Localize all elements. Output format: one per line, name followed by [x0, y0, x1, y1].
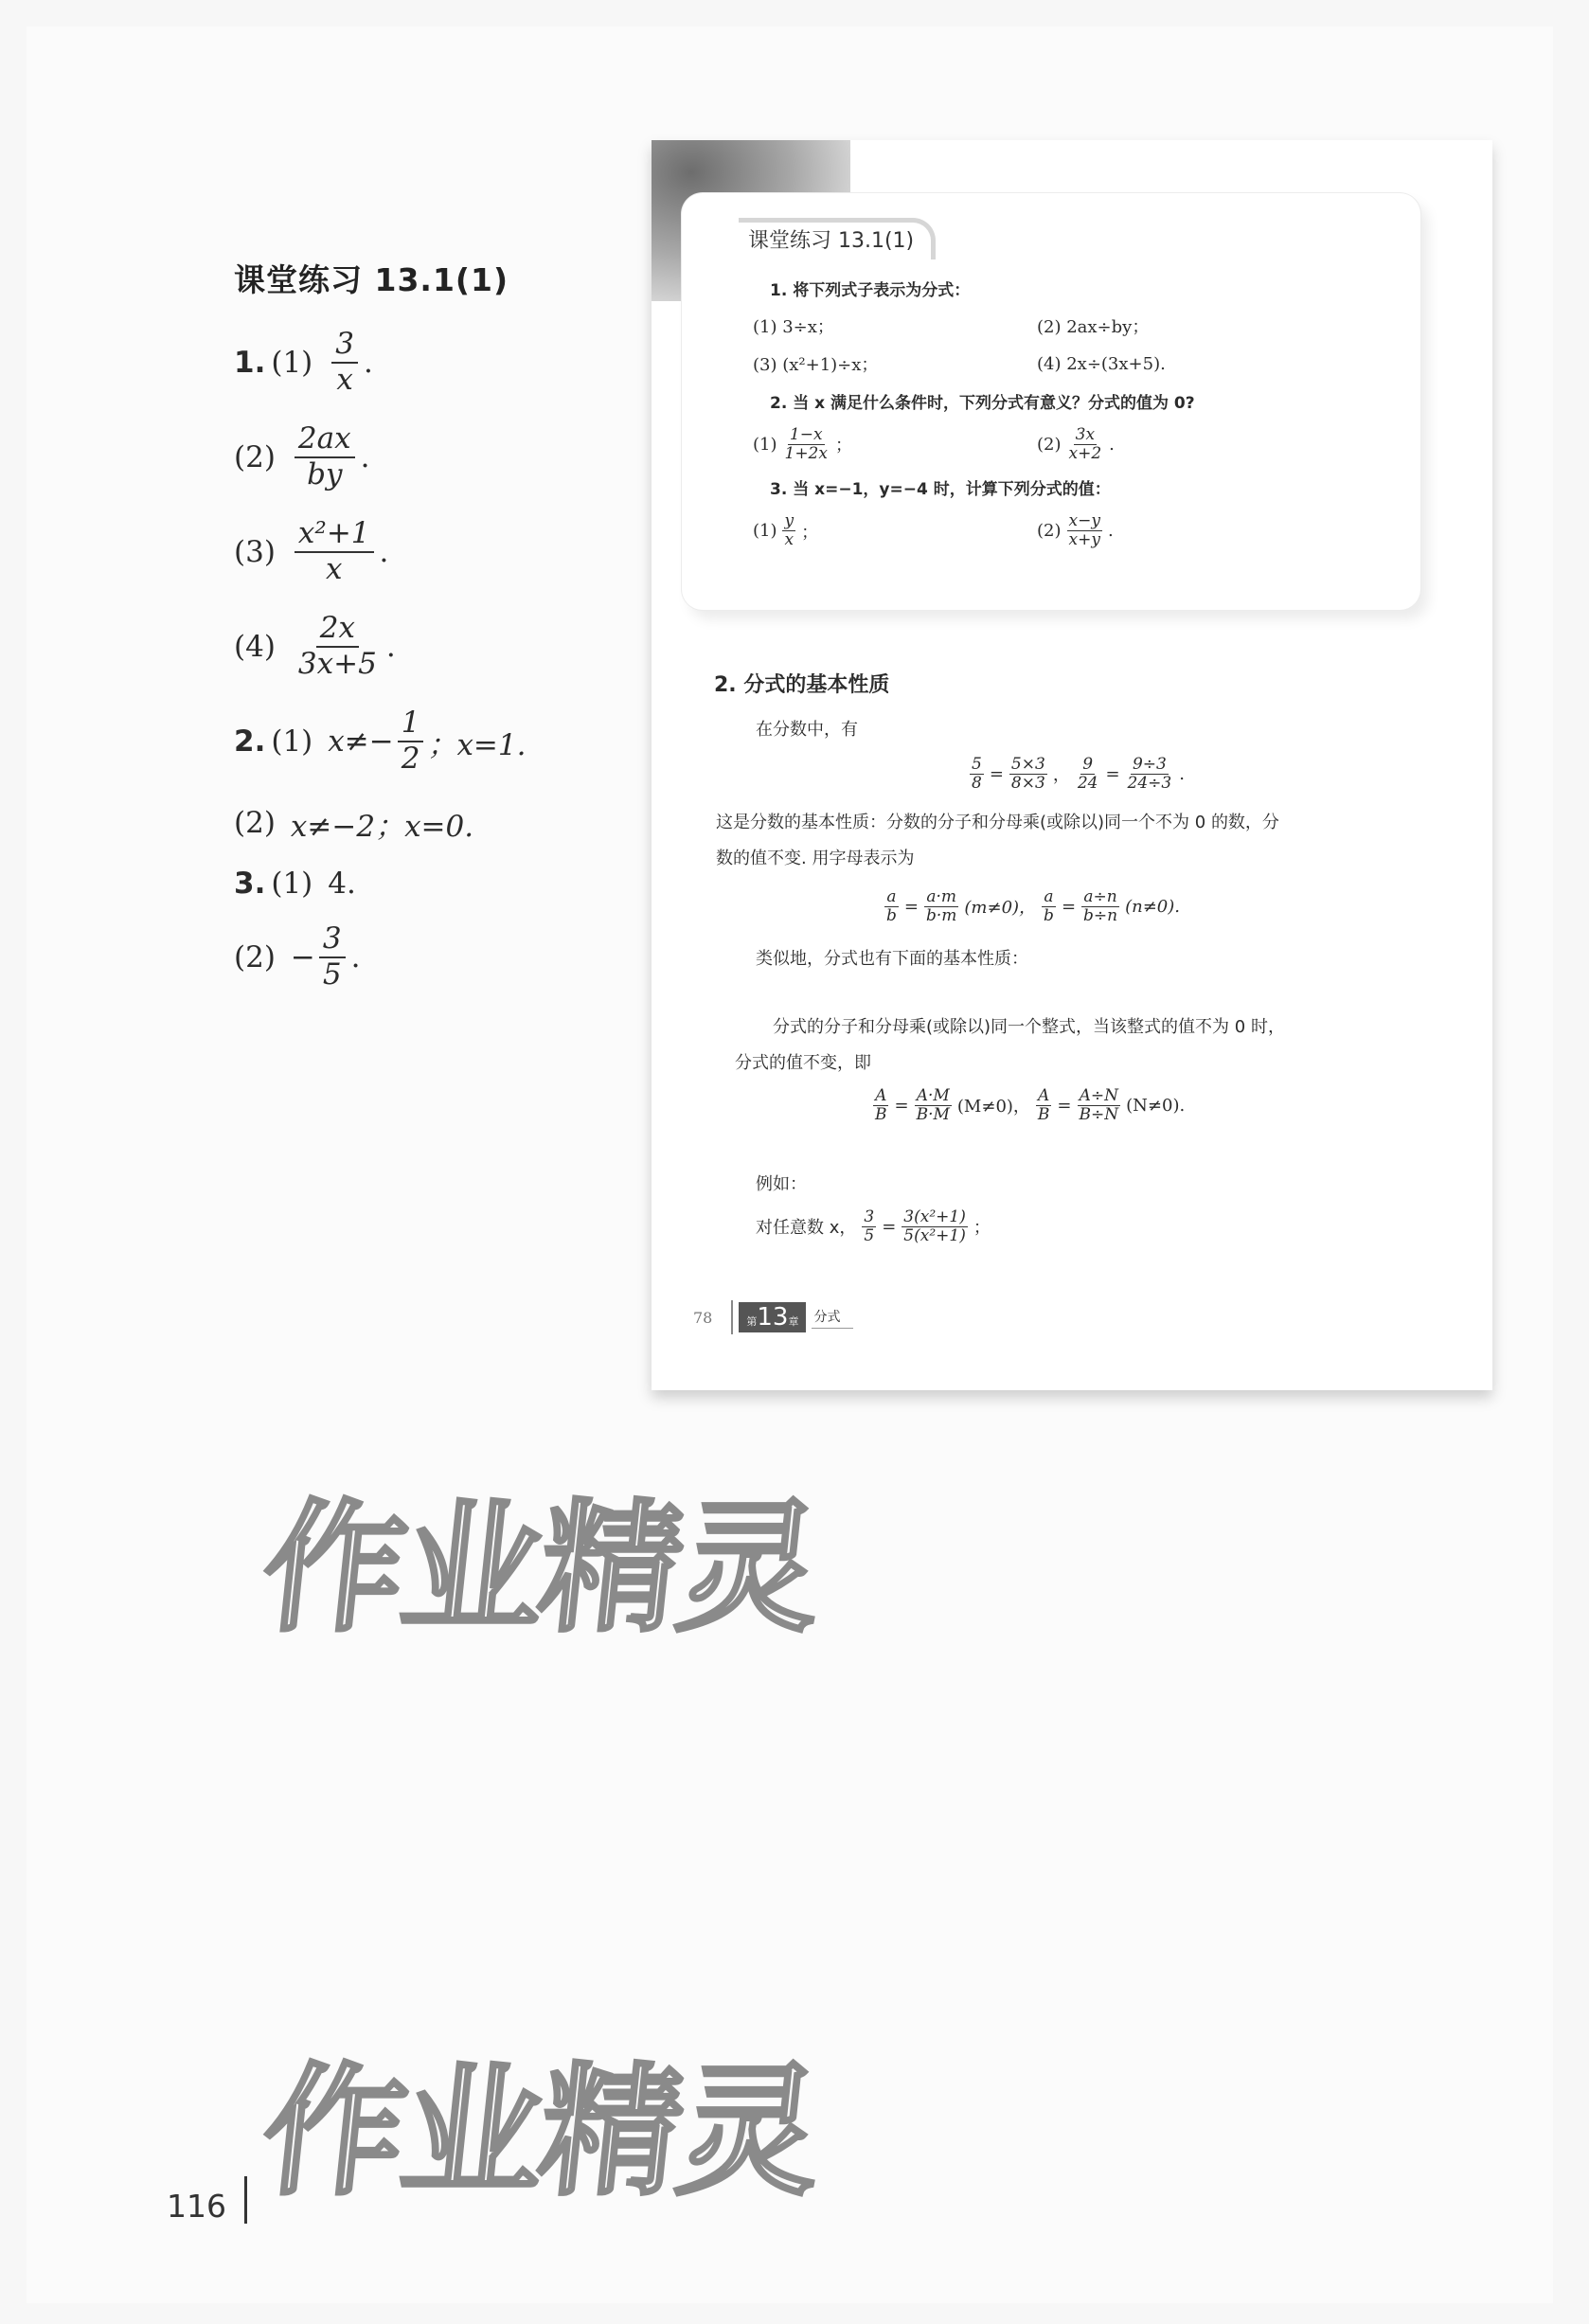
denominator: 1+2x	[784, 443, 828, 463]
sub-label: (2)	[234, 440, 276, 474]
denominator: b÷n	[1083, 905, 1118, 925]
fraction	[900, 1208, 970, 1244]
sub-label: (4)	[234, 630, 276, 664]
exercise-row	[753, 512, 1397, 548]
expression: x≠−	[328, 724, 394, 759]
denominator: 2	[401, 742, 420, 776]
exercise-q2-stem: 2. 当 x 满足什么条件时，下列分式有意义？分式的值为 0?	[770, 394, 1195, 413]
sub-label: (1)	[271, 724, 313, 759]
separator: ，	[1052, 765, 1070, 786]
example-label: 对任意数 x，	[756, 1218, 857, 1239]
denominator: b·m	[925, 905, 957, 925]
fraction	[1076, 1087, 1123, 1123]
fraction	[1124, 756, 1176, 792]
numerator: 1	[398, 706, 424, 742]
punctuation: .	[379, 535, 389, 569]
condition: (M≠0)，	[956, 1097, 1030, 1117]
item	[753, 512, 1037, 548]
item: (3) (x²+1)÷x；	[753, 355, 879, 375]
denominator: 5	[864, 1225, 875, 1245]
exercise-q1-stem: 1. 将下列式子表示为分式：	[770, 281, 971, 300]
answer-1-1	[234, 329, 641, 397]
punctuation: .	[1107, 521, 1114, 542]
numerator: A·M	[916, 1086, 950, 1105]
fraction	[319, 922, 346, 992]
question-number: 3.	[234, 867, 266, 901]
numerator: 9	[1082, 755, 1094, 774]
denominator: B÷N	[1079, 1104, 1119, 1124]
section-title: 2. 分式的基本性质	[714, 673, 890, 697]
sub-label: (2)	[234, 806, 276, 840]
answer-1-2	[234, 423, 641, 492]
denominator: 8×3	[1010, 773, 1045, 793]
numerator: 5×3	[1010, 755, 1045, 774]
fraction	[331, 328, 358, 397]
fraction	[883, 888, 901, 924]
fraction	[1065, 426, 1106, 462]
numerator: a÷n	[1083, 887, 1117, 906]
exercise-row	[753, 313, 1397, 338]
paragraph-line: 例如：	[756, 1174, 807, 1194]
page-number: 116	[167, 2188, 226, 2225]
sub-label: (1)	[271, 867, 313, 901]
numerator: 2ax	[295, 422, 355, 458]
equation-fraction-property: $\frac{5}{8}$ = $\frac{5\times 3}{8\times 3}$ ， $\frac{9}{24}$ = $\frac{9\div 3}{24\div 3}$ .	[964, 756, 1185, 792]
punctuation: .	[350, 940, 361, 974]
punctuation: .	[1109, 434, 1115, 455]
example-equation: 对任意数 x， $\frac{3}{5}$ = $\frac{\text{3(x²+1)}}{\text{5(x²+1)}}$ ；	[756, 1207, 991, 1245]
punctuation: ；	[834, 436, 852, 456]
exercise-box	[682, 193, 1420, 610]
page-number-divider	[244, 2176, 247, 2224]
numerator: a	[886, 887, 897, 906]
book-page-number: 78	[693, 1308, 713, 1327]
denominator: b	[886, 905, 897, 925]
denominator: b	[1044, 905, 1054, 925]
numerator: 3x	[1075, 425, 1096, 444]
fraction	[871, 1087, 891, 1123]
numerator: 3(x²+1)	[903, 1207, 966, 1226]
item	[1037, 426, 1115, 462]
fraction	[295, 612, 381, 681]
denominator: 24÷3	[1127, 773, 1172, 793]
sub-label: (2)	[1037, 521, 1062, 542]
answers-title: 课堂练习 13.1(1)	[234, 261, 509, 298]
property-statement: 分式的值不变，即	[735, 1053, 871, 1073]
numerator: a	[1044, 887, 1054, 906]
fraction	[1074, 756, 1102, 792]
paragraph-intro: 在分数中，有	[756, 720, 858, 740]
chapter-prefix: 第	[746, 1315, 758, 1328]
denominator: x	[336, 363, 353, 397]
numerator: y	[784, 511, 794, 531]
expression: 4.	[328, 867, 356, 901]
fraction	[1008, 756, 1049, 792]
fraction	[1034, 1087, 1054, 1123]
numerator: 1−x	[789, 425, 823, 444]
exercise-row	[753, 351, 1397, 376]
denominator: B	[875, 1104, 887, 1124]
answer-3-2	[234, 923, 641, 992]
denominator: 24	[1077, 773, 1098, 793]
denominator: 5(x²+1)	[903, 1225, 966, 1245]
expression: ；x=1.	[427, 727, 527, 762]
exercise-q3-stem: 3. 当 x=−1，y=−4 时，计算下列分式的值：	[770, 480, 1111, 500]
condition: (m≠0)，	[964, 898, 1037, 919]
denominator: x+y	[1068, 530, 1100, 550]
chapter-suffix: 章	[788, 1315, 799, 1328]
denominator: by	[307, 457, 343, 492]
numerator: A÷N	[1079, 1086, 1119, 1105]
sub-label: (2)	[234, 940, 276, 974]
denominator: 5	[322, 957, 342, 992]
sub-label: (1)	[271, 346, 313, 380]
denominator: 3x+5	[297, 647, 377, 681]
fraction	[781, 426, 831, 462]
book-footer	[693, 1300, 853, 1334]
equation-letters: $\frac{a}{b}$ = $\frac{a\cdot m}{b\cdot m}$ (m≠0)， $\frac{a}{b}$ = $\frac{a\div n}{b\div n}$ (n≠0).	[879, 888, 1180, 924]
chapter-badge	[739, 1302, 806, 1332]
item: (2) 2ax÷by；	[1037, 317, 1150, 337]
numerator: x−y	[1068, 511, 1100, 531]
fraction	[913, 1087, 954, 1123]
condition: (n≠0).	[1125, 896, 1181, 917]
paragraph-line: 数的值不变. 用字母表示为	[716, 849, 915, 868]
question-number: 1.	[234, 346, 266, 380]
property-statement: 分式的分子和分母乘(或除以)同一个整式，当该整式的值不为 0 时，	[773, 1017, 1285, 1037]
chapter-name: 分式	[812, 1307, 853, 1329]
denominator: x	[325, 552, 343, 586]
punctuation: ；	[973, 1218, 991, 1239]
condition: (N≠0).	[1126, 1095, 1186, 1116]
denominator: x	[784, 530, 794, 550]
answer-1-3	[234, 518, 641, 586]
answer-2-2	[234, 802, 641, 844]
punctuation: .	[385, 630, 396, 664]
fraction	[968, 756, 986, 792]
item	[1037, 512, 1114, 548]
denominator: B·M	[916, 1104, 950, 1124]
exercise-body	[753, 271, 1397, 563]
numerator: 3	[331, 328, 358, 364]
fraction	[1065, 512, 1104, 548]
chapter-number: 13	[757, 1303, 789, 1332]
sub-label: (1)	[753, 521, 777, 542]
fraction	[398, 706, 424, 776]
denominator: x+2	[1068, 443, 1102, 463]
fraction	[1080, 888, 1121, 924]
answer-1-4	[234, 613, 641, 681]
numerator: 5	[972, 755, 982, 774]
fraction	[922, 888, 960, 924]
watermark: 作业精灵	[255, 1487, 826, 1652]
sub-label: (1)	[753, 434, 777, 455]
fraction	[295, 517, 374, 586]
numerator: 3	[864, 1207, 875, 1226]
numerator: a·m	[926, 887, 957, 906]
numerator: A	[1038, 1086, 1050, 1105]
denominator: 8	[972, 773, 982, 793]
punctuation: .	[364, 346, 373, 380]
expression: x≠−2；x=0.	[290, 809, 474, 844]
fraction	[1040, 888, 1058, 924]
punctuation: ；	[801, 522, 819, 543]
watermark: 作业精灵	[255, 2050, 826, 2215]
sub-label: (2)	[1037, 434, 1062, 455]
expression: −	[290, 940, 315, 974]
exercise-title: 课堂练习 13.1(1)	[739, 218, 936, 259]
exercise-row	[753, 426, 1397, 462]
answer-column	[234, 256, 641, 1018]
textbook-page-image	[652, 140, 1492, 1390]
denominator: B	[1037, 1104, 1050, 1124]
numerator: 2x	[316, 612, 359, 648]
numerator: 3	[319, 922, 346, 958]
fraction	[781, 512, 798, 548]
paragraph-line: 这是分数的基本性质：分数的分子和分母乘(或除以)同一个不为 0 的数，分	[716, 813, 1279, 832]
item	[753, 426, 1037, 462]
numerator: 9÷3	[1132, 755, 1167, 774]
answer-3-1	[234, 863, 641, 904]
numerator: x²+1	[295, 517, 374, 553]
punctuation: .	[1179, 763, 1185, 784]
numerator: A	[875, 1086, 887, 1105]
paragraph-line: 类似地，分式也有下面的基本性质：	[756, 949, 1028, 969]
punctuation: .	[360, 440, 370, 474]
divider	[731, 1300, 733, 1334]
item: (1) 3÷x；	[753, 317, 834, 337]
question-number: 2.	[234, 724, 266, 759]
fraction	[295, 422, 355, 492]
fraction	[860, 1208, 878, 1244]
answer-2-1	[234, 707, 641, 776]
item: (4) 2x÷(3x+5).	[1037, 353, 1166, 374]
sub-label: (3)	[234, 535, 276, 569]
equation-fraction-rule: $\frac{A}{B}$ = $\frac{A\cdot M}{B\cdot M}$ (M≠0)， $\frac{A}{B}$ = $\frac{A\div N}{B\div N}$ (N≠0).	[867, 1087, 1185, 1123]
